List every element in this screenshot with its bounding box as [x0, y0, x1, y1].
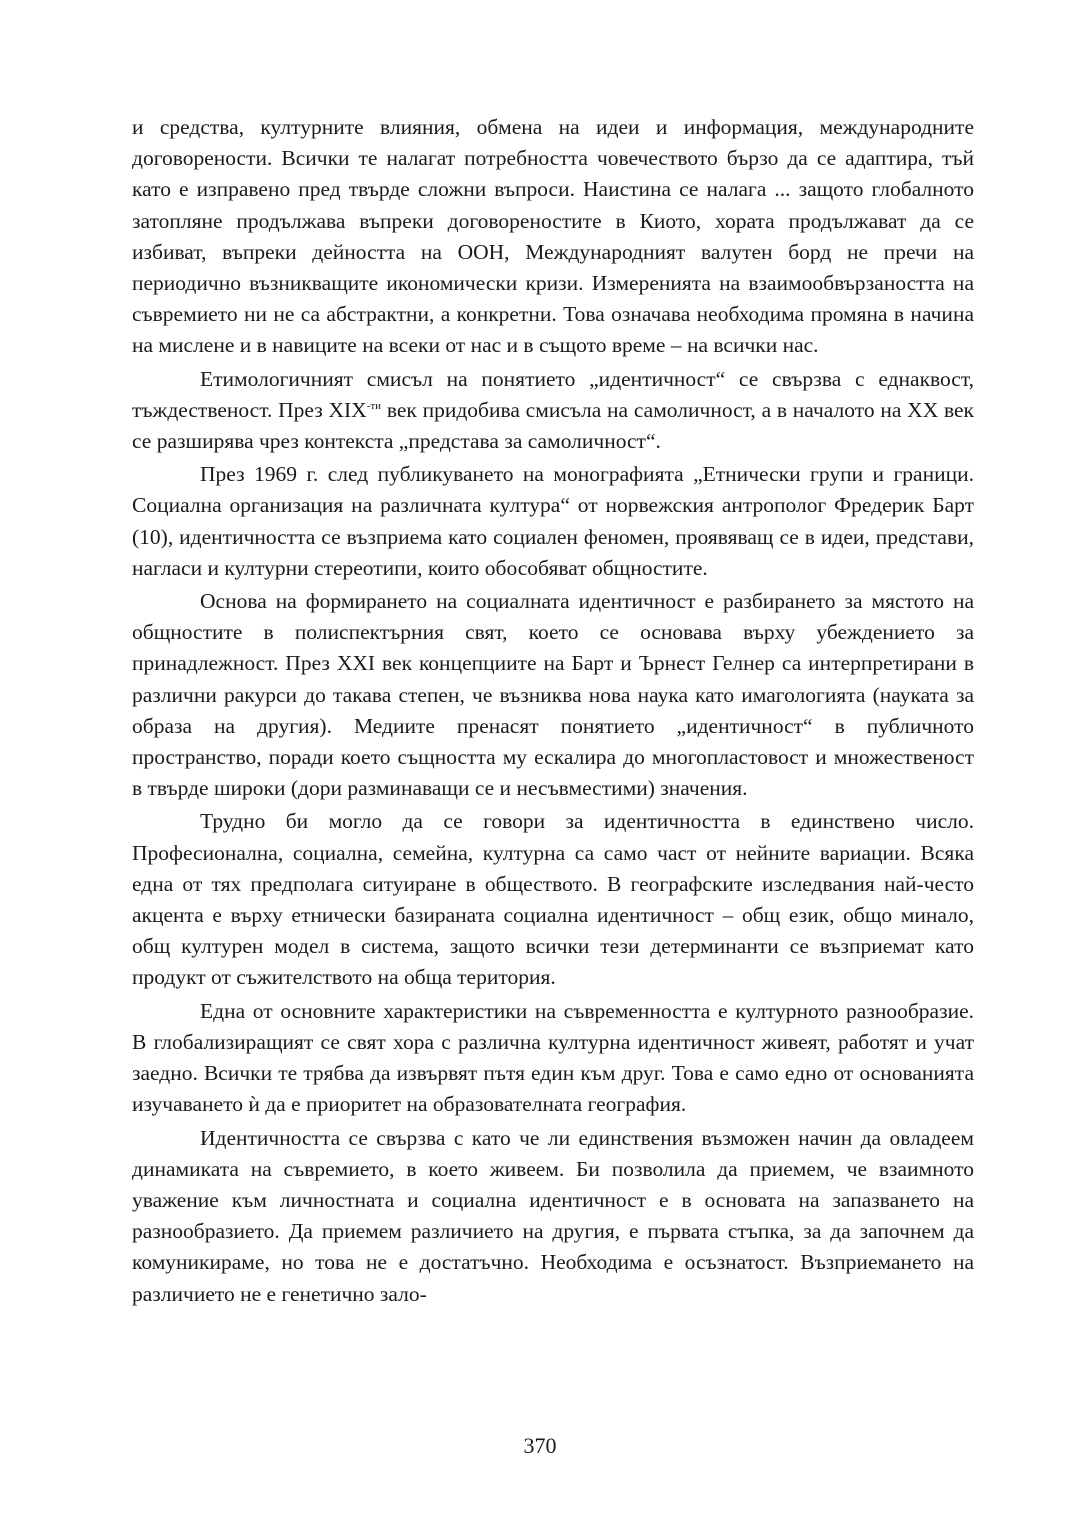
paragraph-3: През 1969 г. след публикуването на монографията „Етнически групи и граници. Социална организация на различната култура“ от норвежския антрополог Фредерик Барт (10), идентичността се възприема като социален феномен, проявяващ се в идеи, представи, нагласи и културни стереотипи, които обособяват общностите. [132, 462, 974, 580]
paragraph-5: Трудно би могло да се говори за идентичността в единствено число. Професионална, социална, семейна, културна са само част от нейните вариации. Всяка една от тях предполага ситуиране в обществото. В географските изследвания най-често акцента е върху етнически базираната социална идентичност – общ език, общо минало, общ културен модел в система, защото всички тези детерминанти се възприемат като продукт от съжителството на обща територия. [132, 809, 974, 990]
paragraph-2-start: Етимологичният смисъл на понятието „идентичност“ се свързва с еднаквост, тъждественост. През XIX [132, 366, 974, 422]
paragraph-6: Една от основните характеристики на съвременността е културното разнообразие. В глобализиращият се свят хора с различна културна идентичност живеят, работят и учат заедно. Всички те трябва да извървят пътя един към друг. Това е само едно от основанията изучаването ѝ да е приоритет на образователната география. [132, 998, 974, 1117]
paragraph-2 [132, 364, 974, 458]
page-number: 370 [523, 1433, 557, 1458]
paragraph-2-superscript: -ти [366, 399, 382, 412]
paragraph-4: Основа на формирането на социалната идентичност е разбирането за мястото на общностите в полиспектърния свят, което се основава върху убеждението за принадлежност. През XXI век концепциите на Барт и Ърнест Гелнер са интерпретирани в различни ракурси до такава степен, че възниква нова наука като имагологията (науката за образа на другия). Медиите пренасят понятието „идентичност“ в публичното пространство, поради което същността му ескалира до многопластовост и множественост в твърде широки (дори разминаващи се и несъвместими) значения. [132, 589, 974, 801]
paragraph-7: Идентичността се свързва с като че ли единствения възможен начин да овладеем динамиката на съвремието, в което живеем. Би позволила да приемем, че взаимното уважение към личностната и социална идентичност е в основата на запазването на разнообразието. Да приемем различието на другия, е първата стъпка, за да започнем да комуникираме, но това не е достатъчно. Необходима е осъзнатост. Възприемането на различието не е генетично зало- [132, 1125, 974, 1306]
document-body [132, 112, 974, 1312]
paragraph-1: и средства, културните влияния, обмена на идеи и информация, международните договорености. Всички те налагат потребността човечеството бързо да се адаптира, тъй като е изправено пред твърде сложни въпроси. Наистина се налага ... защото глобалното затопляне продължава въпреки договореностите в Киото, хората продължават да се избиват, въпреки дейността на ООН, Международният валутен борд не пречи на периодично възникващите икономически кризи. Измеренията на взаимообвързаността на съвремието ни не са абстрактни, а конкретни. Това означава необходима промяна в начина на мислене и в навиците на всеки от нас и в същото време – на всички нас. [132, 115, 974, 358]
paragraph-2-end: век придобива смисъла на самоличност, а в началото на XX век се разширява чрез контекста „представа за самоличност“. [132, 397, 974, 454]
